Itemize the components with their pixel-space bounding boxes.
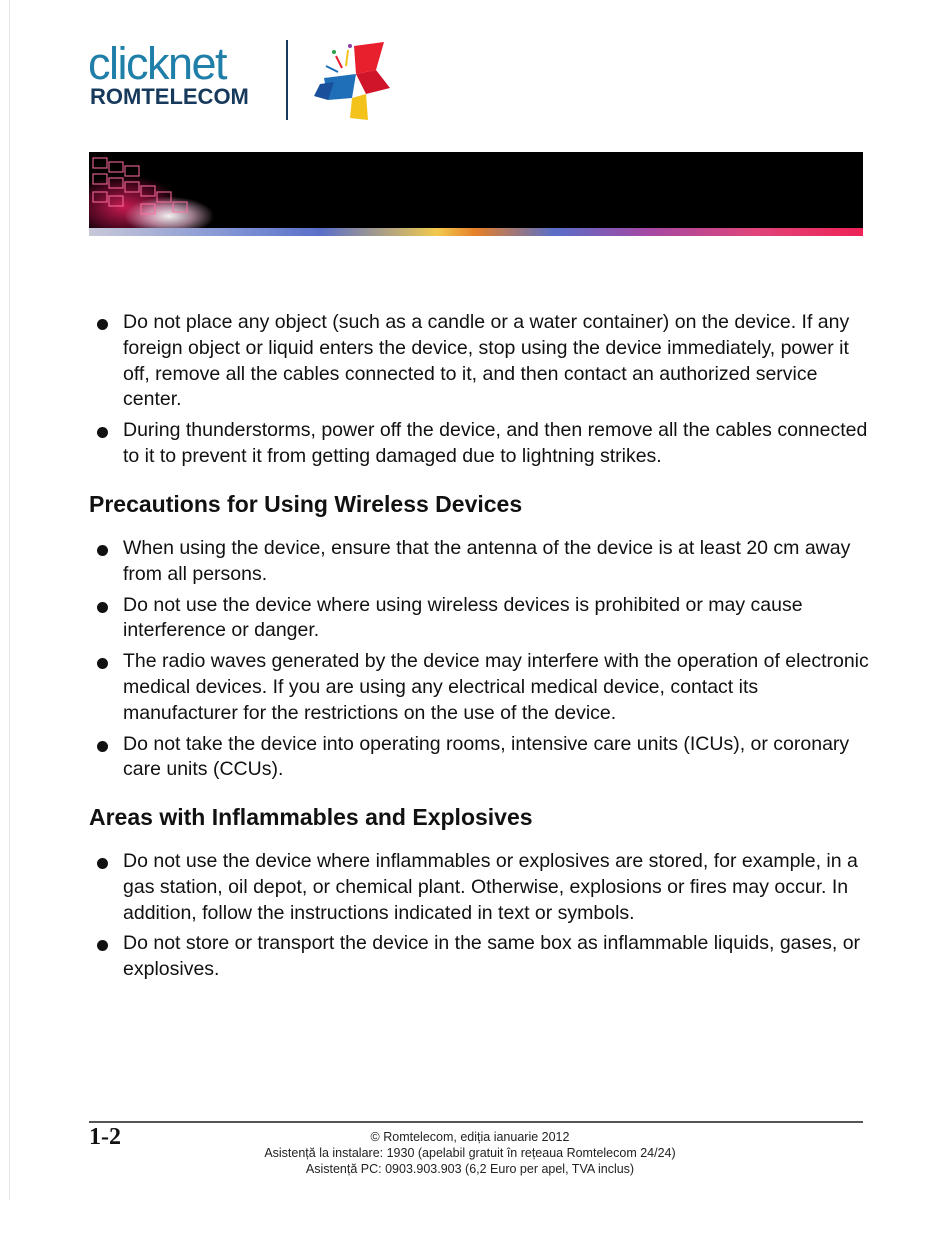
section-heading-inflammables: Areas with Inflammables and Explosives <box>89 804 533 830</box>
page-number: 1-2 <box>89 1124 121 1150</box>
banner-color-stripe <box>89 228 863 236</box>
list-item-text: Do not use the device where inflammables or explosives are stored, for example, in a gas station, oil depot, or chemical plant. Otherwise, explosions or fires may occur. In addition, follow the instructions indicated in text or symbols. <box>123 850 858 924</box>
bullet-list-inflammables <box>97 849 877 988</box>
bullet-dot <box>97 658 108 669</box>
bullet-dot <box>97 940 108 951</box>
list-item <box>97 310 877 413</box>
clicknet-romtelecom-logo <box>88 38 408 122</box>
footer-rule <box>89 1121 863 1123</box>
list-item-text: During thunderstorms, power off the device, and then remove all the cables connected to it to prevent it from getting damaged due to lightning strikes. <box>123 419 868 467</box>
bullet-dot <box>97 858 108 869</box>
list-item <box>97 931 877 983</box>
header-banner <box>89 152 863 236</box>
logo-divider <box>286 40 288 120</box>
bullet-dot <box>97 602 108 613</box>
logo-subtitle: ROMTELECOM <box>90 84 249 109</box>
list-item <box>97 536 877 588</box>
list-item <box>97 649 877 726</box>
footer-info <box>200 1129 740 1177</box>
bullet-dot <box>97 545 108 556</box>
list-item-text: Do not use the device where using wireless devices is prohibited or may cause interference or danger. <box>123 593 803 642</box>
banner-cubes-graphic <box>89 152 229 236</box>
list-item-text: Do not take the device into operating rooms, intensive care units (ICUs), or coronary care units (CCUs). <box>123 732 850 781</box>
bullet-dot <box>97 741 108 752</box>
list-item-text: Do not store or transport the device in the same box as inflammable liquids, gases, or explosives. <box>123 932 861 981</box>
bullet-dot <box>97 427 108 438</box>
romtelecom-star-icon <box>306 38 398 122</box>
footer-copyright: © Romtelecom, ediția ianuarie 2012 <box>370 1130 570 1144</box>
section-heading-wireless: Precautions for Using Wireless Devices <box>89 491 523 517</box>
logo-wordmark: clicknet <box>88 38 227 89</box>
footer-pc-support: Asistență PC: 0903.903.903 (6,2 Euro per apel, TVA inclus) <box>305 1162 635 1176</box>
page-edge <box>9 0 10 1200</box>
footer-install-support: Asistență la instalare: 1930 (apelabil gratuit în rețeaua Romtelecom 24/24) <box>264 1146 676 1160</box>
bullet-list-general <box>97 310 877 475</box>
list-item <box>97 418 877 470</box>
list-item <box>97 732 877 784</box>
list-item <box>97 849 877 926</box>
list-item <box>97 593 877 645</box>
bullet-dot <box>97 319 108 330</box>
list-item-text: Do not place any object (such as a candle or a water container) on the device. If any foreign object or liquid enters the device, stop using the device immediately, power it off, remove all the cables connected to it, and then contact an authorized service center. <box>123 311 850 411</box>
bullet-list-wireless <box>97 536 877 788</box>
list-item-text: The radio waves generated by the device may interfere with the operation of electronic medical devices. If you are using any electrical medical device, contact its manufacturer for the restrictions on the use of the device. <box>123 650 869 724</box>
list-item-text: When using the device, ensure that the antenna of the device is at least 20 cm away from all persons. <box>123 537 851 585</box>
